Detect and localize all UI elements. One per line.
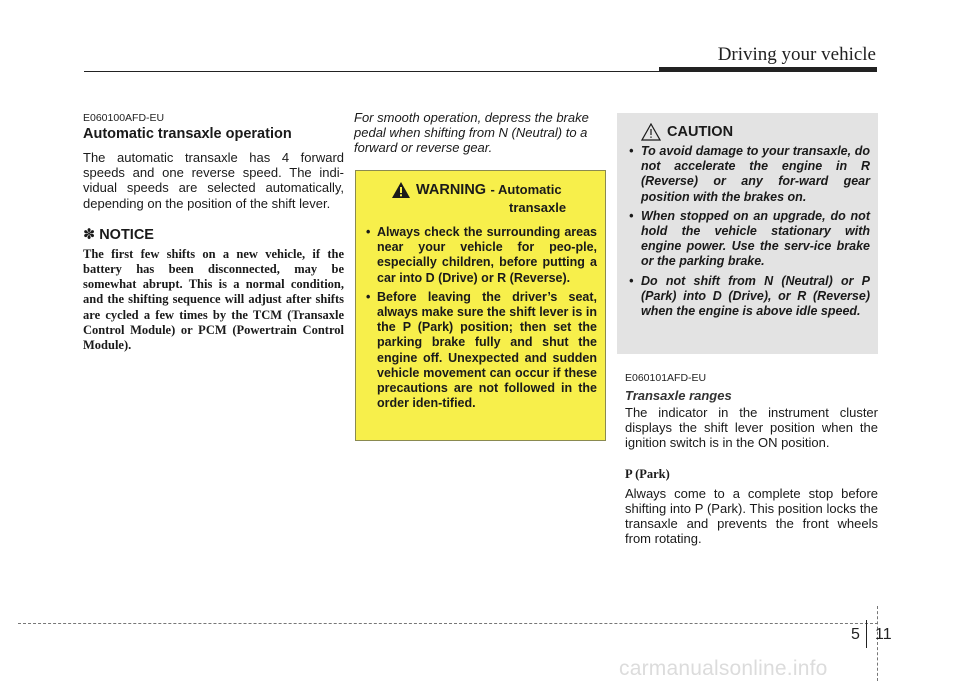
caution-box xyxy=(617,113,878,354)
caution-triangle-icon xyxy=(641,123,661,141)
section-code: E060100AFD-EU xyxy=(83,112,165,124)
watermark: carmanualsonline.info xyxy=(619,657,828,680)
header-rule-accent xyxy=(659,67,877,72)
footer-rule xyxy=(18,623,878,624)
warning-header xyxy=(364,181,597,217)
warning-subtitle-2: transaxle xyxy=(509,200,567,215)
notice-icon: ✽ xyxy=(83,226,96,243)
notice-label: NOTICE xyxy=(99,226,154,243)
warning-item: • Before leaving the driver’s seat, always make sure the shift lever is in the P (Park) position; then set the parking brake fully and shut the engine off. Unexpected and sudden vehicle movement can occur if these precautions are not followed in the order iden-tified. xyxy=(364,290,597,412)
caution-item: • Do not shift from N (Neutral) or P (Park) into D (Drive), or R (Reverse) when the engine is above idle speed. xyxy=(627,274,870,320)
column-middle xyxy=(354,110,606,156)
warning-item: • Always check the surrounding areas near your vehicle for peo-ple, especially children, before putting a car into D (Drive) or R (Reverse). xyxy=(364,225,597,286)
ranges-heading: Transaxle ranges xyxy=(625,388,732,403)
caution-item: • To avoid damage to your transaxle, do not accelerate the engine in R (Reverse) or any for-ward gear position with the brakes on. xyxy=(627,144,870,205)
warning-box xyxy=(355,170,606,441)
notice-text: The first few shifts on a new vehicle, if the battery has been disconnected, may be somewhat abrupt. This is a normal condition, and the shifting sequence will adjust after shifts are cycled a few times by the TCM (Transaxle Control Module) or PCM (Powertrain Control Module). xyxy=(83,246,344,353)
ranges-paragraph: The indicator in the instrument cluster displays the shift lever position when the ignition switch is in the ON position. xyxy=(625,405,878,451)
page-number: 11 xyxy=(875,626,892,643)
caution-header xyxy=(627,123,870,141)
column-right xyxy=(625,372,878,546)
section-title: Driving your vehicle xyxy=(717,44,876,65)
caution-item: • When stopped on an upgrade, do not hold the vehicle stationary with engine power. Use the serv-ice brake or the parking brake. xyxy=(627,209,870,270)
section-heading: Automatic transaxle operation xyxy=(83,126,292,142)
caution-list xyxy=(627,144,870,319)
park-paragraph: Always come to a complete stop before shifting into P (Park). This position locks the transaxle and prevents the front wheels from rotating. xyxy=(625,485,878,547)
ranges-code: E060101AFD-EU xyxy=(625,372,707,384)
notice-heading xyxy=(83,227,344,243)
warning-title: WARNING xyxy=(416,182,487,198)
chapter-number: 5 xyxy=(851,626,860,643)
page-divider xyxy=(866,620,867,648)
warning-triangle-icon xyxy=(392,182,410,198)
column-left xyxy=(83,112,344,353)
warning-list xyxy=(364,225,597,411)
intro-paragraph: The automatic transaxle has 4 forward speeds and one reverse speed. The indi-vidual speeds are selected automatically, depending on the position of the shift lever. xyxy=(83,150,344,211)
caution-title: CAUTION xyxy=(667,124,734,140)
warning-subtitle-1: - Automatic xyxy=(490,182,562,197)
brake-intro: For smooth operation, depress the brake pedal when shifting from N (Neutral) to a forward or reverse gear. xyxy=(354,110,589,156)
park-heading: P (Park) xyxy=(625,466,670,481)
